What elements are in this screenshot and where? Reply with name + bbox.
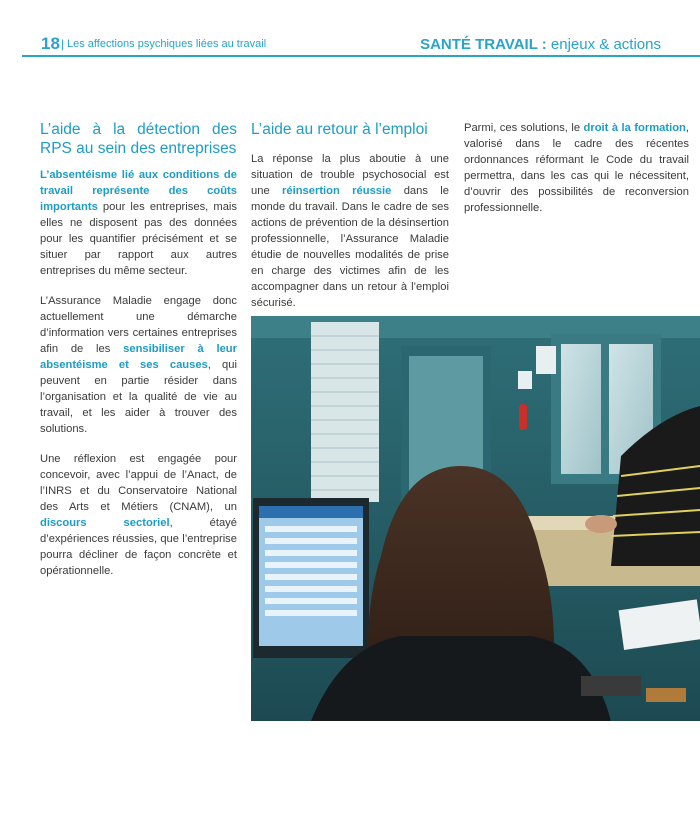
body-text: dans le monde du travail. Dans le cadre de ses actions de prévention de la désinsertion professionnelle, l’Assurance Maladie étudie de nouvelles modalités de prise en charge des victimes afin de les accompagner dans un retour à l’emploi sécurisé. [251, 185, 450, 309]
highlight-text: droit à la formation [583, 122, 686, 134]
page-header [0, 0, 700, 60]
body-text: La réponse la plus aboutie à une situation de trouble psychosocial est une [251, 153, 449, 197]
header-separator: | [61, 37, 65, 51]
page-number: 18 [41, 34, 60, 53]
body-text: pour les entreprises, mais elles ne disposent pas des données pour les quantifier précisément et se situer par rapport aux autres entreprises du même secteur. [40, 201, 237, 277]
heading-detection: L’aide à la détection des RPS au sein des entreprises [40, 121, 237, 157]
body-text: Parmi, ces solutions, le [464, 122, 584, 134]
running-title: Les affections psychiques liées au travail [67, 38, 267, 50]
publication-brand [420, 36, 661, 53]
header-rule [22, 55, 700, 57]
paragraph [40, 451, 237, 579]
column-retour-emploi [251, 120, 449, 325]
highlight-text: discours sectoriel [40, 517, 170, 529]
body-text: , étayé d’expériences réussies, que l’entreprise pourra décliner de façon concrète et opérationnelle. [40, 517, 237, 577]
paragraph [40, 167, 237, 279]
office-reception-photo [251, 316, 700, 721]
heading-retour-emploi: L’aide au retour à l’emploi [251, 121, 428, 138]
body-text: , valorisé dans le cadre des récentes ordonnances réformant le Code du travail permettra, dans les cas qui le nécessitent, d’ouvrir des possibilités de reconversion professionnelle. [464, 122, 689, 214]
body-text: Une réflexion est engagée pour concevoir, avec l’appui de l’Anact, de l’INRS et du Conservatoire National des Arts et Métiers (CNAM), un [40, 453, 237, 513]
highlight-text: sensibiliser à leur absentéisme et ses causes [40, 343, 237, 371]
highlight-text: réinsertion réussie [282, 185, 392, 197]
body-text: L’Assurance Maladie engage donc actuellement une démarche d’information vers certaines entreprises afin de les [40, 295, 237, 355]
highlight-text: L’absentéisme lié aux conditions de travail représente des coûts importants [40, 169, 237, 213]
paragraph [251, 151, 449, 311]
column-formation [464, 120, 689, 230]
paragraph [40, 293, 237, 437]
column-detection [40, 120, 237, 593]
photo-illustration [251, 316, 700, 721]
body-text: , qui peuvent en partie résider dans l’organisation et la qualité de vie au travail, et les aider à trouver des solutions. [40, 359, 237, 435]
brand-bold: SANTÉ TRAVAIL : [420, 36, 547, 53]
paragraph [464, 120, 689, 216]
brand-light: enjeux & actions [546, 36, 661, 53]
